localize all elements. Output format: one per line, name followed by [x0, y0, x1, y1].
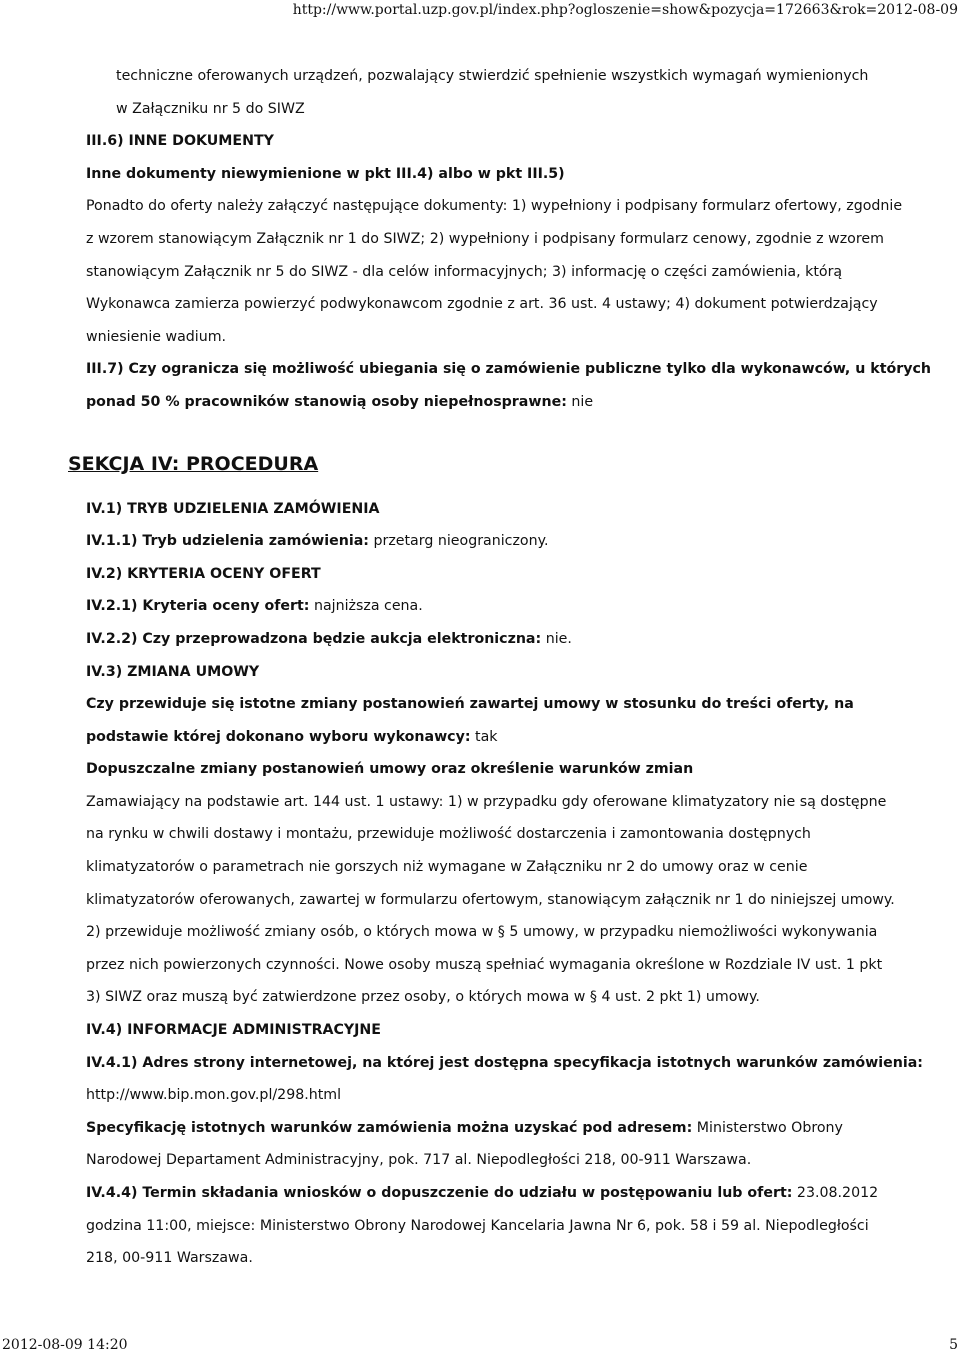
heading-iv-1: IV.1) TRYB UDZIELENIA ZAMÓWIENIA	[86, 500, 380, 517]
paragraph-line: klimatyzatorów oferowanych, zawartej w formularzu ofertowym, stanowiącym załącznik nr 1 do niniejszej umowy.	[86, 891, 895, 908]
paragraph-line: godzina 11:00, miejsce: Ministerstwo Obrony Narodowej Kancelaria Jawna Nr 6, pok. 58 i 59 al. Niepodległości	[86, 1217, 869, 1234]
label-iv-1-1: IV.1.1) Tryb udzielenia zamówienia:	[86, 533, 369, 550]
row-iv-1-1	[86, 525, 886, 558]
intro-line: techniczne oferowanych urządzeń, pozwalający stwierdzić spełnienie wszystkich wymagań wymienionych	[116, 68, 869, 84]
label-iv-4-4: IV.4.4) Termin składania wniosków o dopuszczenie do udziału w postępowaniu lub ofert:	[86, 1185, 793, 1201]
paragraph-line: przez nich powierzonych czynności. Nowe osoby muszą spełniać wymagania określone w Rozdziale IV ust. 1 pkt	[86, 956, 883, 973]
subheading-other-documents: Inne dokumenty niewymienione w pkt III.4) albo w pkt III.5)	[86, 165, 565, 182]
value-siwz-address: Ministerstwo Obrony	[696, 1119, 843, 1136]
row-siwz-address	[86, 1112, 886, 1145]
answer-iii-7: nie	[571, 393, 594, 410]
paragraph-line: Narodowej Departament Administracyjny, pok. 717 al. Niepodległości 218, 00-911 Warszawa.	[86, 1152, 752, 1169]
label-iv-2-2: IV.2.2) Czy przeprowadzona będzie aukcja elektroniczna:	[86, 630, 542, 647]
siwz-url-link[interactable]: http://www.bip.mon.gov.pl/298.html	[86, 1087, 342, 1104]
question-iii-7: III.7) Czy ogranicza się możliwość ubiegania się o zamówienie publiczne tylko dla wykonawców, u których	[86, 361, 932, 378]
label-siwz-address: Specyfikację istotnych warunków zamówienia można uzyskać pod adresem:	[86, 1119, 693, 1136]
value-iv-4-4: 23.08.2012	[796, 1185, 879, 1201]
intro-line: w Załączniku nr 5 do SIWZ	[116, 100, 305, 117]
paragraph-line: Wykonawca zamierza powierzyć podwykonawcom zgodnie z art. 36 ust. 4 ustawy; 4) dokument potwierdzający	[86, 296, 878, 313]
paragraph-line: z wzorem stanowiącym Załącznik nr 1 do SIWZ; 2) wypełniony i podpisany formularz cenowy, zgodnie z wzorem	[86, 230, 884, 247]
heading-iv-2: IV.2) KRYTERIA OCENY OFERT	[86, 565, 321, 582]
label-iv-4-1: IV.4.1) Adres strony internetowej, na której jest dostępna specyfikacja istotnych warunków zamówienia:	[86, 1054, 923, 1071]
paragraph-line: Ponadto do oferty należy załączyć następujące dokumenty: 1) wypełniony i podpisany formularz ofertowy, zgodnie	[86, 198, 903, 215]
heading-iv-4: IV.4) INFORMACJE ADMINISTRACYJNE	[86, 1022, 381, 1039]
paragraph-line: 2) przewiduje możliwość zmiany osób, o których mowa w § 5 umowy, w przypadku niemożliwości wykonywania	[86, 924, 878, 941]
paragraph-line: klimatyzatorów o parametrach nie gorszych niż wymagane w Załączniku nr 2 do umowy oraz w cenie	[86, 859, 808, 876]
value-iv-1-1: przetarg nieograniczony.	[373, 533, 549, 550]
footer-page-number: 5	[949, 1337, 958, 1353]
row-iv-3-answer	[86, 721, 886, 754]
value-iv-2-2: nie.	[545, 630, 572, 647]
heading-iv-3: IV.3) ZMIANA UMOWY	[86, 663, 260, 680]
question-iv-3-text: podstawie której dokonano wyboru wykonawcy:	[86, 728, 471, 745]
paragraph-line: stanowiącym Załącznik nr 5 do SIWZ - dla celów informacyjnych; 3) informację o części zamówienia, którą	[86, 263, 843, 280]
answer-iv-3: tak	[475, 728, 498, 745]
paragraph-line: 3) SIWZ oraz muszą być zatwierdzone przez osoby, o których mowa w § 4 ust. 2 pkt 1) umowy.	[86, 989, 760, 1006]
paragraph-line: wniesienie wadium.	[86, 328, 227, 345]
document-body	[68, 60, 932, 1275]
question-iii-7-line2	[86, 386, 886, 419]
value-iv-2-1: najniższa cena.	[313, 598, 423, 615]
question-iii-7-text: ponad 50 % pracowników stanowią osoby niepełnosprawne:	[86, 393, 567, 410]
header-url: http://www.portal.uzp.gov.pl/index.php?ogloszenie=show&pozycja=172663&rok=2012-08-09	[292, 2, 958, 18]
paragraph-line: Zamawiający na podstawie art. 144 ust. 1 ustawy: 1) w przypadku gdy oferowane klimatyzatory nie są dostępne	[86, 793, 887, 810]
row-iv-2-2	[86, 623, 886, 656]
question-iv-3: Czy przewiduje się istotne zmiany postanowień zawartej umowy w stosunku do treści oferty, na	[86, 696, 854, 713]
label-iv-2-1: IV.2.1) Kryteria oceny ofert:	[86, 598, 310, 615]
footer-timestamp: 2012-08-09 14:20	[2, 1337, 128, 1353]
section-iv-title: SEKCJA IV: PROCEDURA	[68, 452, 319, 475]
row-iv-4-4	[86, 1177, 886, 1210]
subheading-allowed-changes: Dopuszczalne zmiany postanowień umowy oraz określenie warunków zmian	[86, 761, 694, 778]
paragraph-line: 218, 00-911 Warszawa.	[86, 1250, 253, 1267]
row-iv-2-1	[86, 590, 886, 623]
paragraph-line: na rynku w chwili dostawy i montażu, przewiduje możliwość dostarczenia i zamontowania dostępnych	[86, 826, 811, 843]
section-heading-iii-6: III.6) INNE DOKUMENTY	[86, 133, 274, 150]
